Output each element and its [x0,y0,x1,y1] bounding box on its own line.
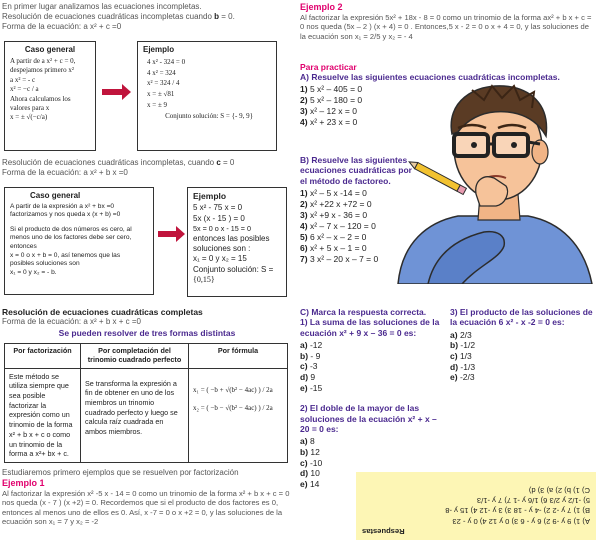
practice-title: Para practicar [300,62,357,72]
question-3: 3) El producto de las soluciones de la ecuación 6 x² - x -2 = 0 es: [450,307,593,328]
question-1: 1) La suma de las soluciones de la ecuación x² + 9 x – 36 = 0 es: [300,317,440,338]
example-box-2: Ejemplo 5 x² - 75 x = 0 5x (x - 15 ) = 0 5x = 0 o x - 15 = 0 entonces las posibles soluciones son : x₁ = 0 y x₂ = 15 Conjunto solución: S = {0,15} [187,187,287,297]
list-item: 4) x² + 23 x = 0 [300,116,358,127]
section-b-title: B) Resuelve las siguientes ecuaciones cuadráticas por el método de factoreo. [300,155,412,186]
answers-box: Respuestas A) 1) 9 y -9 2) 6 y - 6 3) 0 y 12 4) 0 y - 23 B) 1) 7 y -2 2) -4 y - 18 3) 3 y -12 4) 15 y -8 5) -1/2 y 2/3 6) 1/6 y -1 7) 7 y -1/3 C) 1) b) 2) a) 3) d) [356,472,596,540]
example-1-title: Ejemplo 1 [2,477,45,488]
example-box-1: Ejemplo 4 x² - 324 = 0 4 x² = 324 x² = 324 / 4 x = ± √81 x = ± 9 Conjunto solución: S = {- 9, 9} [137,41,277,151]
option[interactable]: e) -2/3 [450,372,475,383]
option[interactable]: c) -3 [300,361,318,372]
equation-form-1: Forma de la ecuación: a x² + c =0 [2,21,122,31]
study-note: Estudiaremos primero ejemplos que se resuelven por factorización [2,468,239,477]
question-3-block [450,307,596,383]
list-item: 1) 5 x² – 405 = 0 [300,83,363,94]
section-title: Resolución de ecuaciones cuadráticas completas [2,307,203,317]
list-item: 5) 6 x² – x – 2 = 0 [300,232,367,243]
cell-completion: Se transforma la expresión a fin de obtener en uno de los miembros un trinomio cuadrado perfecto y luego se calcula raíz cuadrada en ambos miembros. [81,368,189,462]
right-arrow-icon [158,224,186,244]
example-2-text: Al factorizar la expresión 5x² + 18x - 8 = 0 como un trinomio de la forma ax² + b x + c = 0 nos queda (5x – 2 ) (x + 4) = 0 . Entonces,5 x - 2 = 0 o x + 4 = 0, y las soluciones de la ecuación son x₁ = 2/5 y x₂ = - 4 [300,12,592,41]
question-2: 2) El doble de la mayor de las soluciones de la ecuación x² + x – 20 = 0 es: [300,403,437,434]
section-c [300,307,448,489]
example-2-section [300,2,596,41]
right-arrow-icon [102,82,132,102]
option[interactable]: a) -12 [300,340,323,351]
list-item: 1) x² – 5 x -14 = 0 [300,188,367,199]
option[interactable]: e) 14 [300,478,320,489]
intro-c-zero [2,158,292,178]
cell-factorization: Este método se utiliza siempre que sea posible factorizar la expresión como un trinomio de la forma x² + b x + c o como un trinomio de la forma a x²+ bx + c. [5,368,81,462]
general-case-box-1: Caso general A partir de a x² + c = 0, despejamos primero x² a x² = - c x² = −c / a Ahora calculamos los valores para x x = ± √(−c/a) [4,41,96,151]
equation-form-3: Forma de la ecuación: a x² + b x + c =0 [2,317,141,327]
list-item: 7) 3 x² – 20 x – 7 = 0 [300,254,379,265]
list-item: 2) 5 x² – 180 = 0 [300,94,363,105]
intro-line-1: En primer lugar analizamos las ecuaciones incompletas. [2,2,202,11]
option[interactable]: c) 1/3 [450,350,472,361]
cell-formula: x₁ = ( −b + √(b² − 4ac) ) / 2a x₂ = ( −b − √(b² − 4ac) ) / 2a [189,368,288,462]
header-factorization: Por factorización [5,344,81,369]
option[interactable]: d) 10 [300,468,320,479]
option[interactable]: d) -1/3 [450,361,476,372]
question-1-options [300,340,448,393]
intro-text [2,2,292,31]
option[interactable]: a) 8 [300,436,315,447]
header-completion: Por completación del trinomio cuadrado perfecto [81,344,189,369]
question-3-options [450,330,596,383]
option[interactable]: b) -1/2 [450,340,476,351]
header-formula: Por fórmula [189,344,288,369]
box-title: Caso general [30,191,81,200]
option[interactable]: b) - 9 [300,350,321,361]
intro-line-2: Resolución de ecuaciones cuadráticas incompletas cuando b = 0. [2,11,235,21]
option[interactable]: d) 9 [300,371,316,382]
thinking-student-illustration [388,82,596,284]
list-item: 6) x² + 5 x – 1 = 0 [300,243,367,254]
option[interactable]: e) -15 [300,382,323,393]
three-forms-heading: Se pueden resolver de tres formas distintas [58,328,236,339]
complete-equations-section [2,307,292,338]
option[interactable]: a) 2/3 [450,329,472,340]
box-title: Ejemplo [193,191,227,201]
example-1-text: Al factorizar la expresión x² -5 x - 14 = 0 como un trinomio de la forma x² + b x + c = 0 nos queda (x - 7 ) (x +2) = 0. Recordemos que si el producto de dos factores es 0, entonces al menos uno de ellos es 0. Así, x -7 = 0 o x +2 = 0, y las soluciones de la ecuación son x₁ = 7 y x₂ = -2 [2,488,290,527]
option[interactable]: b) 12 [300,446,320,457]
list-item: 4) x² – 7 x – 120 = 0 [300,221,376,232]
box-title: Caso general [24,45,76,54]
general-case-box-2: Caso general A partir de la expresión a x² + bx =0 factorizamos y nos queda x (x + b) =0 Si el producto de dos números es cero, al menos uno de los factores debe ser cero, entonces x = 0 o x + b = 0, así tenemos que las posibles soluciones son x₁ = 0 y x₂ = - b. [4,187,154,295]
section-c-title: C) Marca la respuesta correcta. [300,307,427,317]
list-item: 3) x² – 12 x = 0 [300,105,357,116]
answers-title: Respuestas [362,527,405,536]
option[interactable]: c) -10 [300,457,323,468]
section-a-title: A) Resuelve las siguientes ecuaciones cuadráticas incompletas. [300,72,560,83]
methods-table [4,343,288,463]
intro-line-3: Resolución de ecuaciones cuadráticas incompletas, cuando c = 0 [2,158,235,167]
equation-form-2: Forma de la ecuación: a x² + b x =0 [2,167,128,177]
example-2-title: Ejemplo 2 [300,2,343,12]
box-title: Ejemplo [143,45,175,54]
example-1-section [2,468,292,527]
list-item: 2) x² +22 x +72 = 0 [300,199,372,210]
list-item: 3) x² +9 x - 36 = 0 [300,210,368,221]
